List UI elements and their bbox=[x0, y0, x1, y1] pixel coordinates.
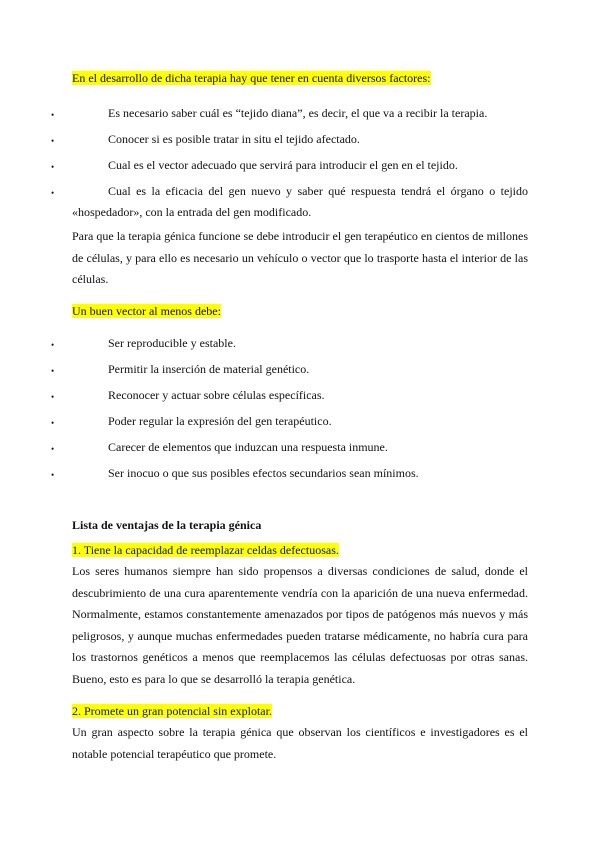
section2-heading-text: Un buen vector al menos debe: bbox=[72, 304, 221, 318]
bullet-icon: • bbox=[51, 136, 55, 146]
bullet-icon: • bbox=[51, 418, 55, 428]
section3-title: Lista de ventajas de la terapia génica bbox=[72, 518, 262, 532]
bullet-icon: • bbox=[51, 470, 55, 480]
list-item: Cual es el vector adecuado que servirá para introducir el gen en el tejido. bbox=[108, 158, 458, 172]
bullet-icon: • bbox=[51, 110, 55, 120]
bullet-icon: • bbox=[51, 188, 55, 198]
list-item: Reconocer y actuar sobre células específicas. bbox=[108, 388, 325, 402]
item1-heading-text: 1. Tiene la capacidad de reemplazar celdas defectuosas. bbox=[72, 543, 339, 557]
item2-heading-text: 2. Promete un gran potencial sin explotar. bbox=[72, 704, 272, 718]
bullet-icon: • bbox=[51, 162, 55, 172]
section1-heading bbox=[72, 71, 431, 86]
bullet-icon: • bbox=[51, 366, 55, 376]
section2-heading bbox=[72, 304, 221, 319]
item2-heading bbox=[72, 704, 272, 719]
list-item: Poder regular la expresión del gen terapéutico. bbox=[108, 414, 332, 428]
list-item-continuation: «hospedador», con la entrada del gen modificado. bbox=[72, 205, 312, 219]
section1-heading-text: En el desarrollo de dicha terapia hay que tener en cuenta diversos factores: bbox=[72, 71, 431, 85]
paragraph: Los seres humanos siempre han sido propensos a diversas condiciones de salud, donde el descubrimiento de una cura aparentemente vendría con la aparición de una nueva enfermedad. Normalmente, estamos constantemente amenazados por tipos de patógenos más nuevos y más peligrosos, y aunque muchas enfermedades pueden tratarse médicamente, no habría cura para los trastornos genéticos a menos que reemplacemos las células defectuosas por otras sanas. Bueno, esto es para lo que se desarrolló la terapia genética. bbox=[72, 564, 528, 686]
list-item: Ser reproducible y estable. bbox=[108, 336, 236, 350]
paragraph: Un gran aspecto sobre la terapia génica que observan los científicos e investigadores es el notable potencial terapéutico que promete. bbox=[72, 725, 528, 761]
item1-heading bbox=[72, 543, 339, 558]
list-item: Permitir la inserción de material genético. bbox=[108, 362, 310, 376]
list-item: Ser inocuo o que sus posibles efectos secundarios sean mínimos. bbox=[108, 466, 419, 480]
list-item: Conocer si es posible tratar in situ el tejido afectado. bbox=[108, 132, 360, 146]
list-item: Cual es la eficacia del gen nuevo y saber qué respuesta tendrá el órgano o tejido bbox=[108, 184, 528, 198]
bullet-icon: • bbox=[51, 340, 55, 350]
bullet-icon: • bbox=[51, 392, 55, 402]
list-item: Carecer de elementos que induzcan una respuesta inmune. bbox=[108, 440, 388, 454]
list-item: Es necesario saber cuál es “tejido diana”, es decir, el que va a recibir la terapia. bbox=[108, 106, 488, 120]
bullet-icon: • bbox=[51, 444, 55, 454]
paragraph: Para que la terapia génica funcione se debe introducir el gen terapéutico en cientos de millones de células, y para ello es necesario un vehículo o vector que lo trasporte hasta el interior de las células. bbox=[72, 229, 528, 287]
